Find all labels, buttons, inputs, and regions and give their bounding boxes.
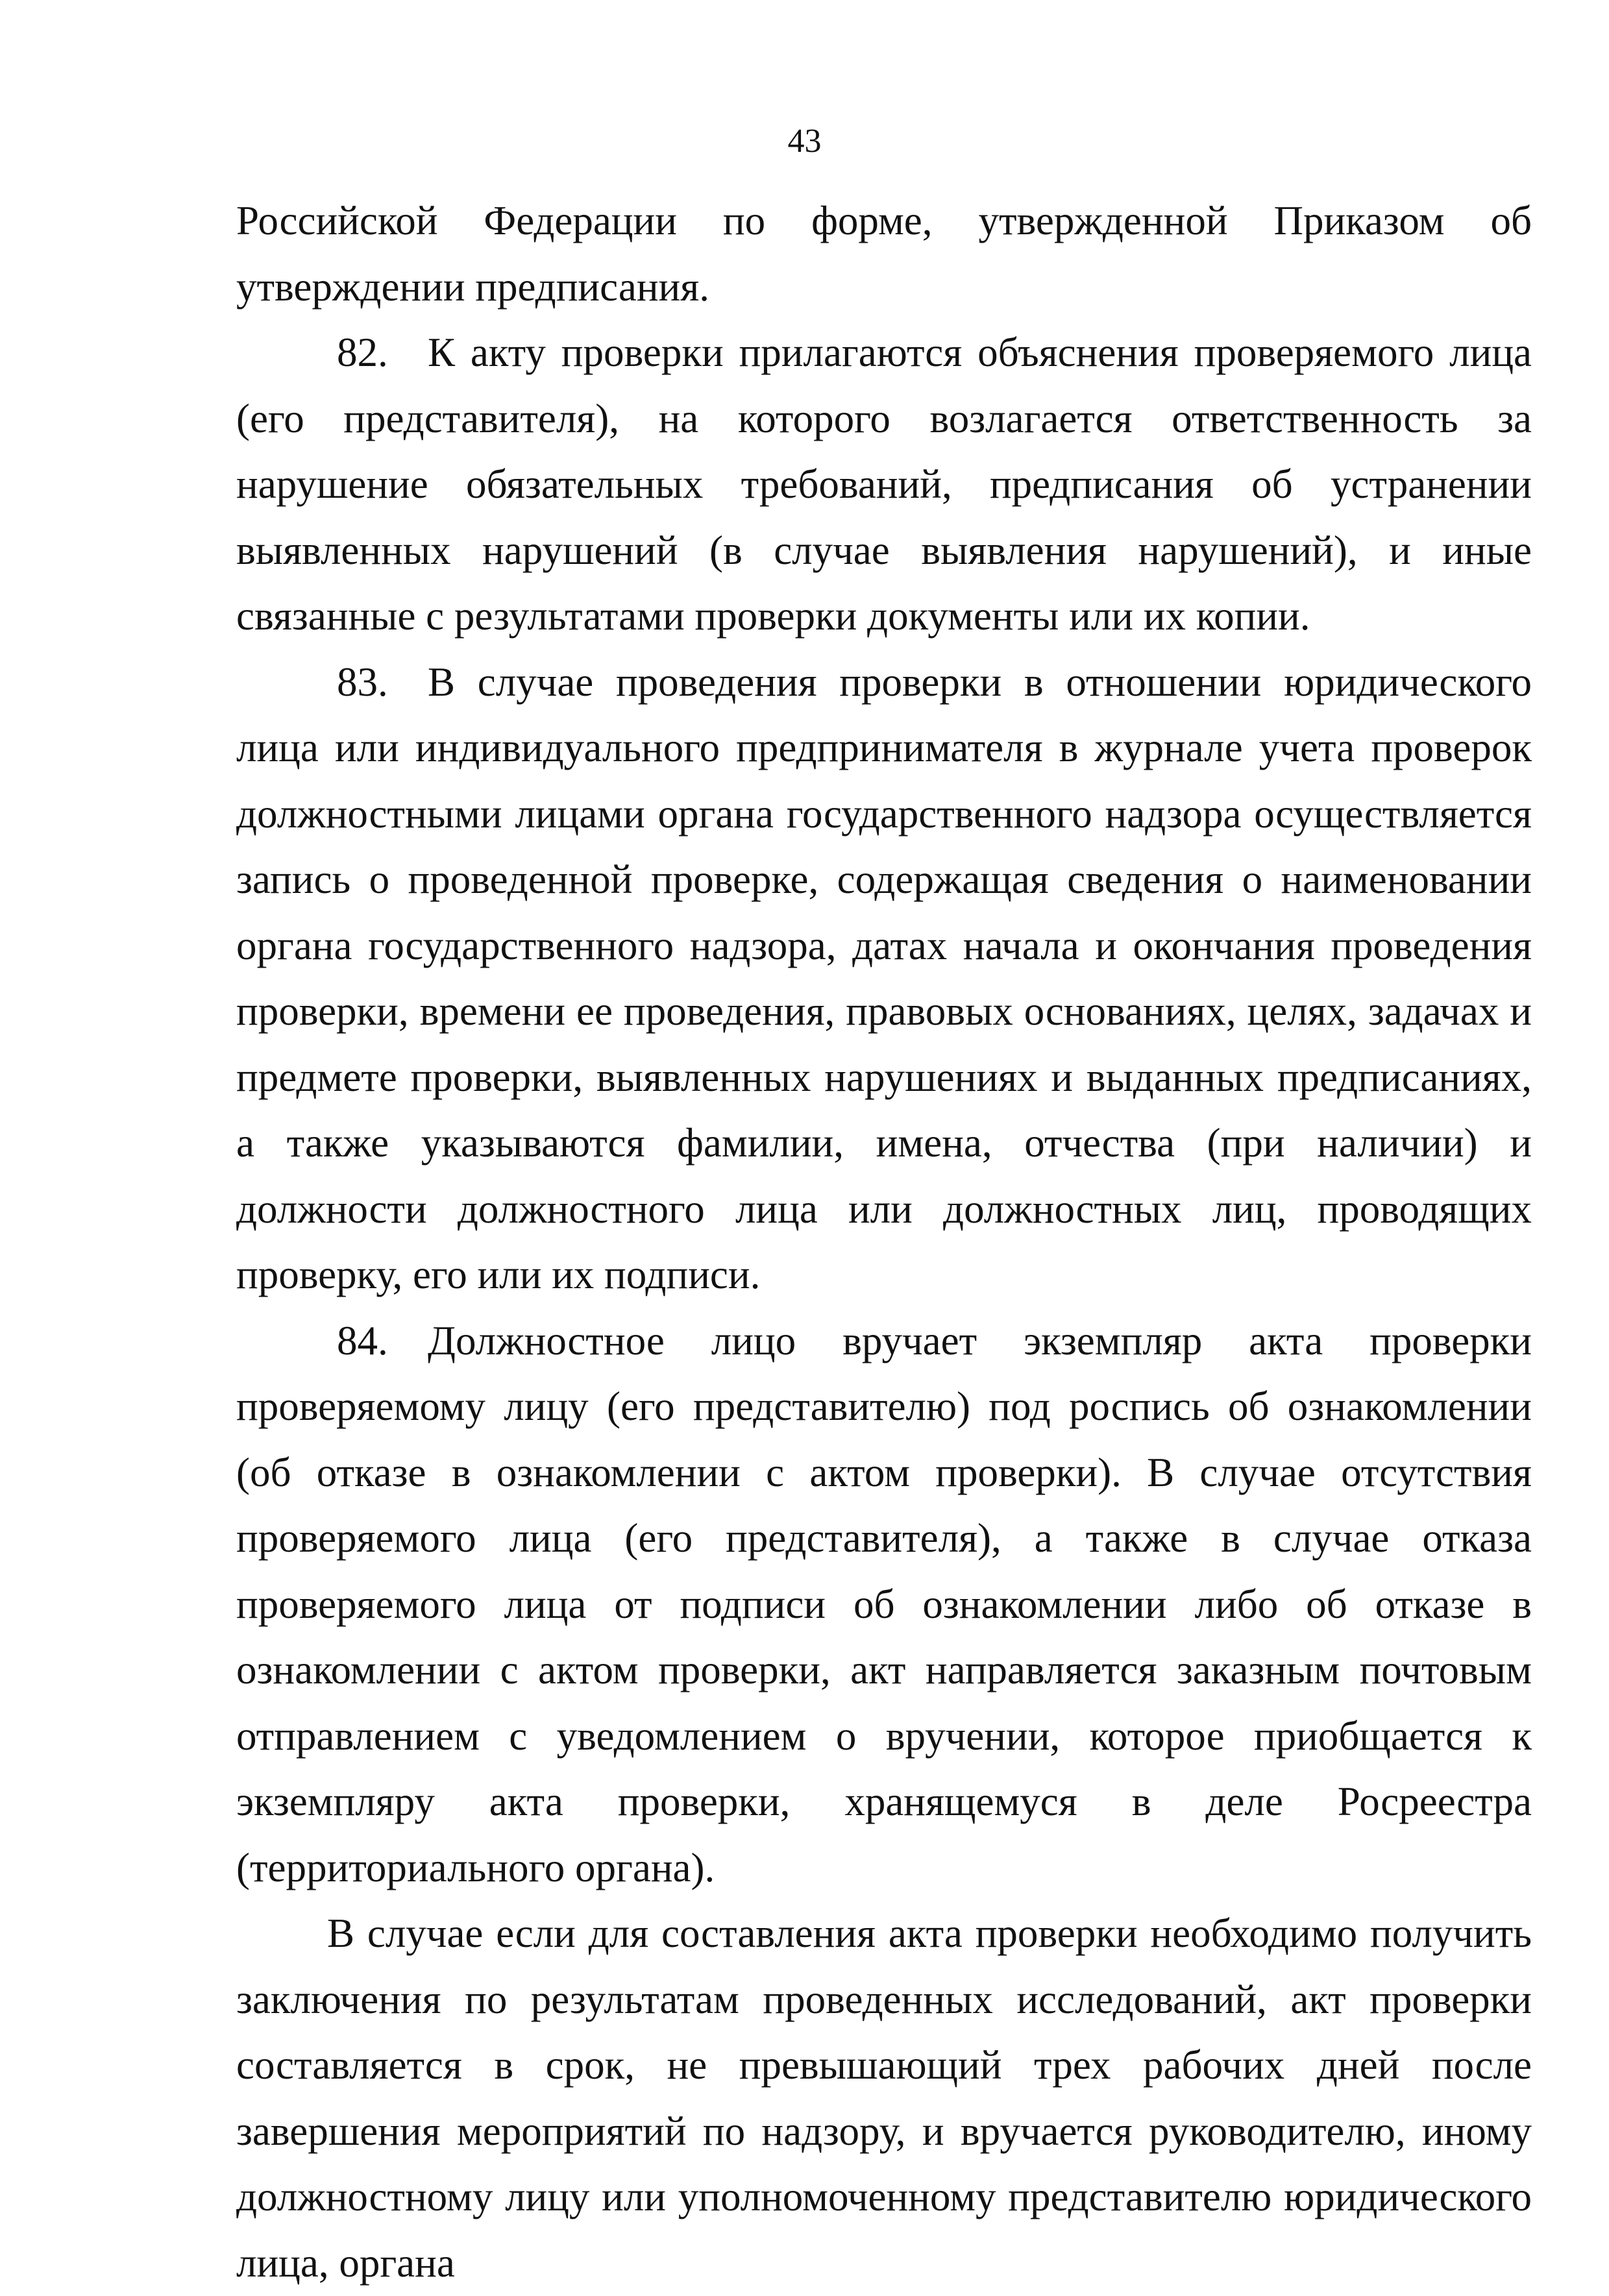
paragraph-84 xyxy=(236,1308,1532,1901)
paragraph-82 xyxy=(236,320,1532,650)
paragraph-84-continuation xyxy=(236,1901,1532,2296)
paragraph-text: К акту проверки прилагаются объяснения проверяемого лица (его представителя), на которого возлагается ответственность за нарушение обязательных требований, предписания об устранении выявленных нарушений (в случае выявления нарушений), и иные связанные с результатами проверки документы или их копии. xyxy=(236,330,1532,639)
paragraph-text: Российской Федерации по форме, утвержденной Приказом об утверждении предписания. xyxy=(236,198,1532,310)
paragraph-number: 83. xyxy=(337,659,388,705)
page-number: 43 xyxy=(787,123,822,160)
paragraph-text: В случае если для составления акта проверки необходимо получить заключения по результатам проведенных исследований, акт проверки составляется в срок, не превышающий трех рабочих дней после завершения мероприятий по надзору, и вручается руководителю, иному должностному лицу или уполномоченному представителю юридического лица, органа xyxy=(236,1911,1532,2286)
paragraph-continuation xyxy=(236,188,1532,320)
paragraph-83 xyxy=(236,650,1532,1308)
paragraph-text: Должностное лицо вручает экземпляр акта проверки проверяемому лицу (его представителю) под роспись об ознакомлении (об отказе в ознакомлении с актом проверки). В случае отсутствия проверяемого лица (его представителя), а также в случае отказа проверяемого лица от подписи об ознакомлении либо об отказе в ознакомлении с актом проверки, акт направляется заказным почтовым отправлением с уведомлением о вручении, которое приобщается к экземпляру акта проверки, хранящемуся в деле Росреестра (территориального органа). xyxy=(236,1317,1532,1890)
paragraph-number: 82. xyxy=(337,330,388,375)
paragraph-number: 84. xyxy=(337,1317,388,1363)
paragraph-text: В случае проведения проверки в отношении юридического лица или индивидуального предпринимателя в журнале учета проверок должностными лицами органа государственного надзора осуществляется запись о проведенной проверке, содержащая сведения о наименовании органа государственного надзора, датах начала и окончания проведения проверки, времени ее проведения, правовых основаниях, целях, задачах и предмете проверки, выявленных нарушениях и выданных предписаниях, а также указываются фамилии, имена, отчества (при наличии) и должности должностного лица или должностных лиц, проводящих проверку, его или их подписи. xyxy=(236,659,1532,1297)
document-body xyxy=(236,188,1532,2296)
